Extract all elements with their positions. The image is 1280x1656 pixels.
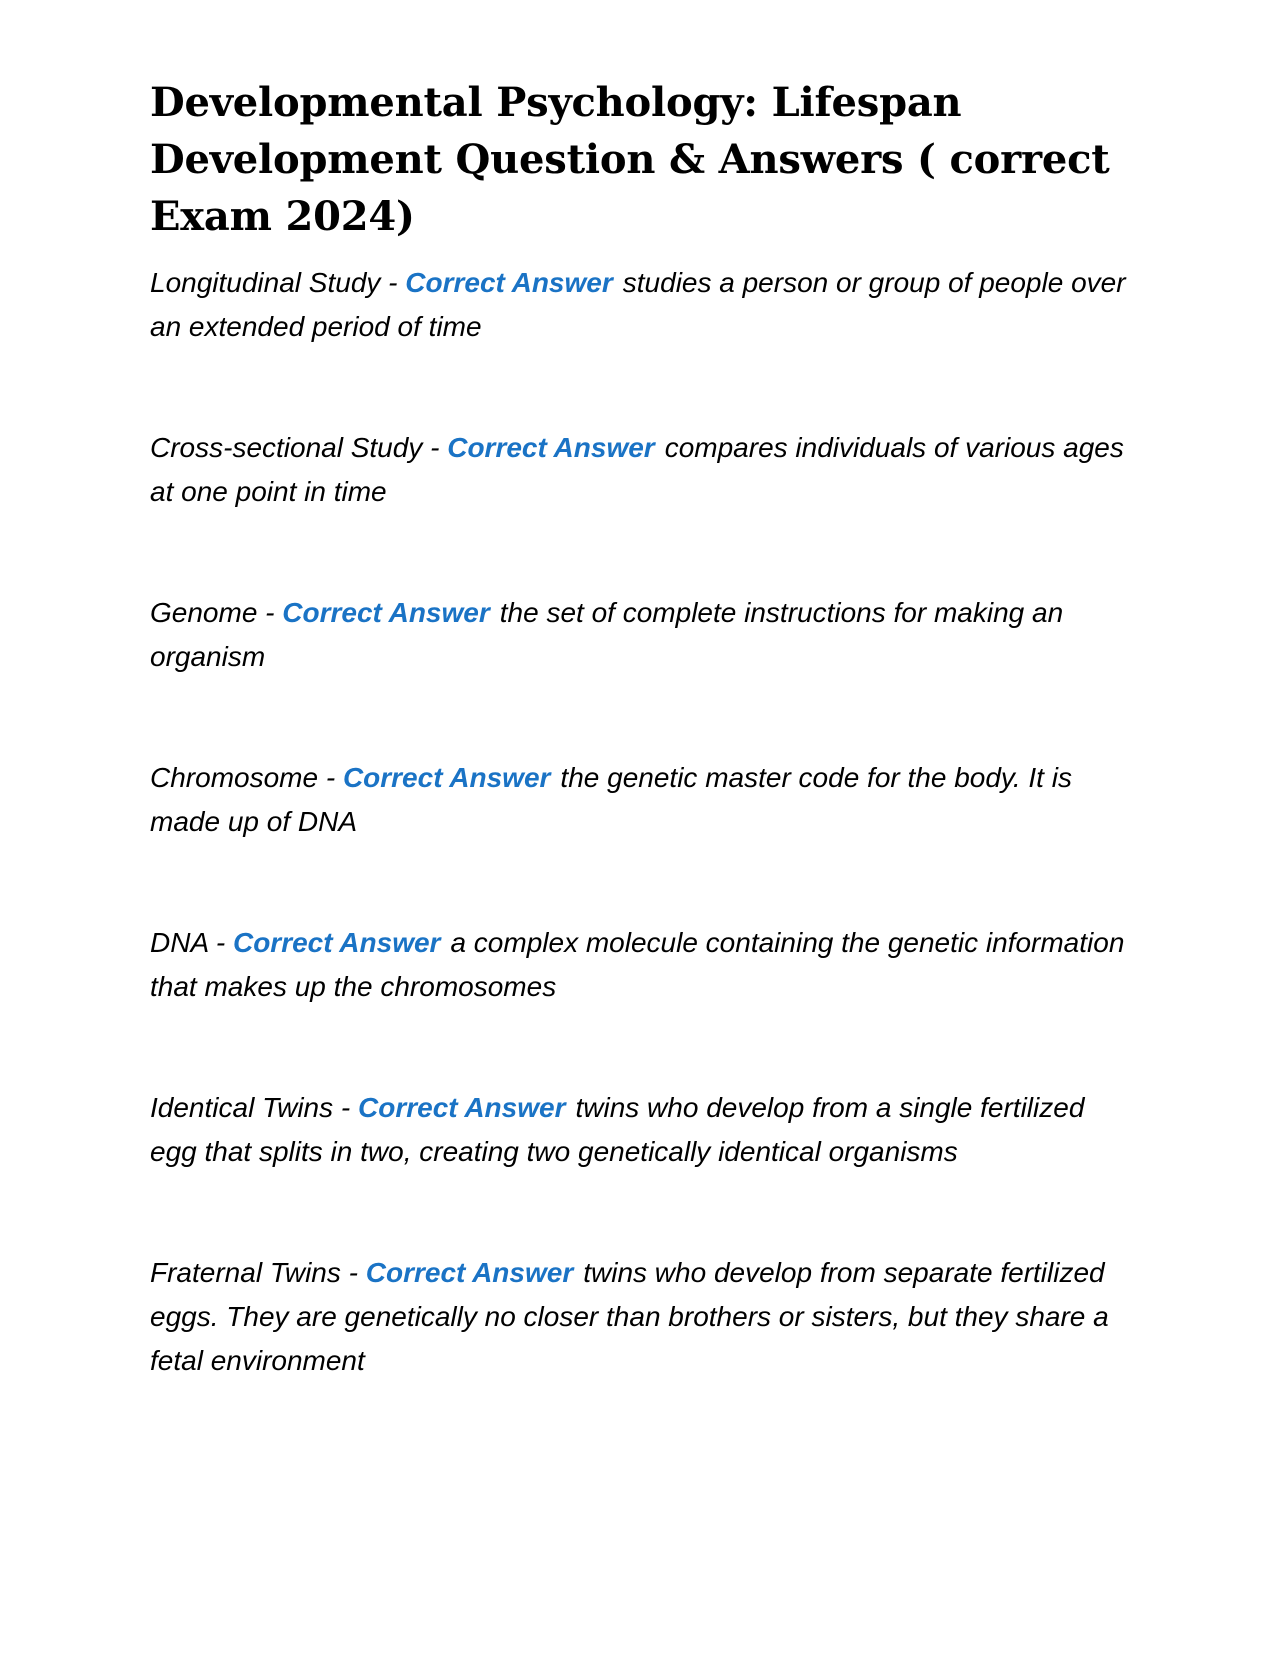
qa-term: Fraternal Twins - xyxy=(150,1257,366,1288)
qa-definition: studies a person or group of people over an extended period of time xyxy=(150,267,1126,342)
qa-definition: compares individuals of various ages at one point in time xyxy=(150,432,1124,507)
qa-item-fraternal-twins xyxy=(150,1251,1130,1383)
correct-answer-label: Correct Answer xyxy=(232,927,441,958)
qa-item-longitudinal-study xyxy=(150,261,1130,349)
qa-definition: the genetic master code for the body. It is made up of DNA xyxy=(150,762,1072,837)
qa-definition: the set of complete instructions for making an organism xyxy=(150,597,1064,672)
correct-answer-label: Correct Answer xyxy=(342,762,551,793)
correct-answer-label: Correct Answer xyxy=(447,432,655,463)
qa-item-chromosome xyxy=(150,756,1130,844)
qa-item-genome xyxy=(150,591,1130,679)
correct-answer-label: Correct Answer xyxy=(365,1257,574,1288)
qa-term: DNA - xyxy=(150,927,233,958)
qa-item-dna xyxy=(150,921,1130,1009)
correct-answer-label: Correct Answer xyxy=(358,1092,566,1123)
qa-item-cross-sectional-study xyxy=(150,426,1130,514)
document-title: Developmental Psychology: Lifespan Development Question & Answers ( correct Exam 2024) xyxy=(150,79,1110,240)
qa-term: Longitudinal Study - xyxy=(150,267,406,298)
qa-list xyxy=(150,261,1130,1383)
document-page xyxy=(150,74,1130,1460)
correct-answer-label: Correct Answer xyxy=(405,267,613,298)
qa-definition: a complex molecule containing the genetic information that makes up the chromosomes xyxy=(150,927,1125,1002)
qa-definition: twins who develop from a single fertilized egg that splits in two, creating two genetically identical organisms xyxy=(150,1092,1085,1167)
qa-item-identical-twins xyxy=(150,1086,1130,1174)
qa-term: Chromosome - xyxy=(150,762,343,793)
qa-term: Identical Twins - xyxy=(150,1092,358,1123)
correct-answer-label: Correct Answer xyxy=(282,597,490,628)
qa-definition: twins who develop from separate fertilized eggs. They are genetically no closer than brothers or sisters, but they share a fetal environment xyxy=(150,1257,1109,1376)
qa-term: Cross-sectional Study - xyxy=(150,432,448,463)
qa-term: Genome - xyxy=(150,597,283,628)
